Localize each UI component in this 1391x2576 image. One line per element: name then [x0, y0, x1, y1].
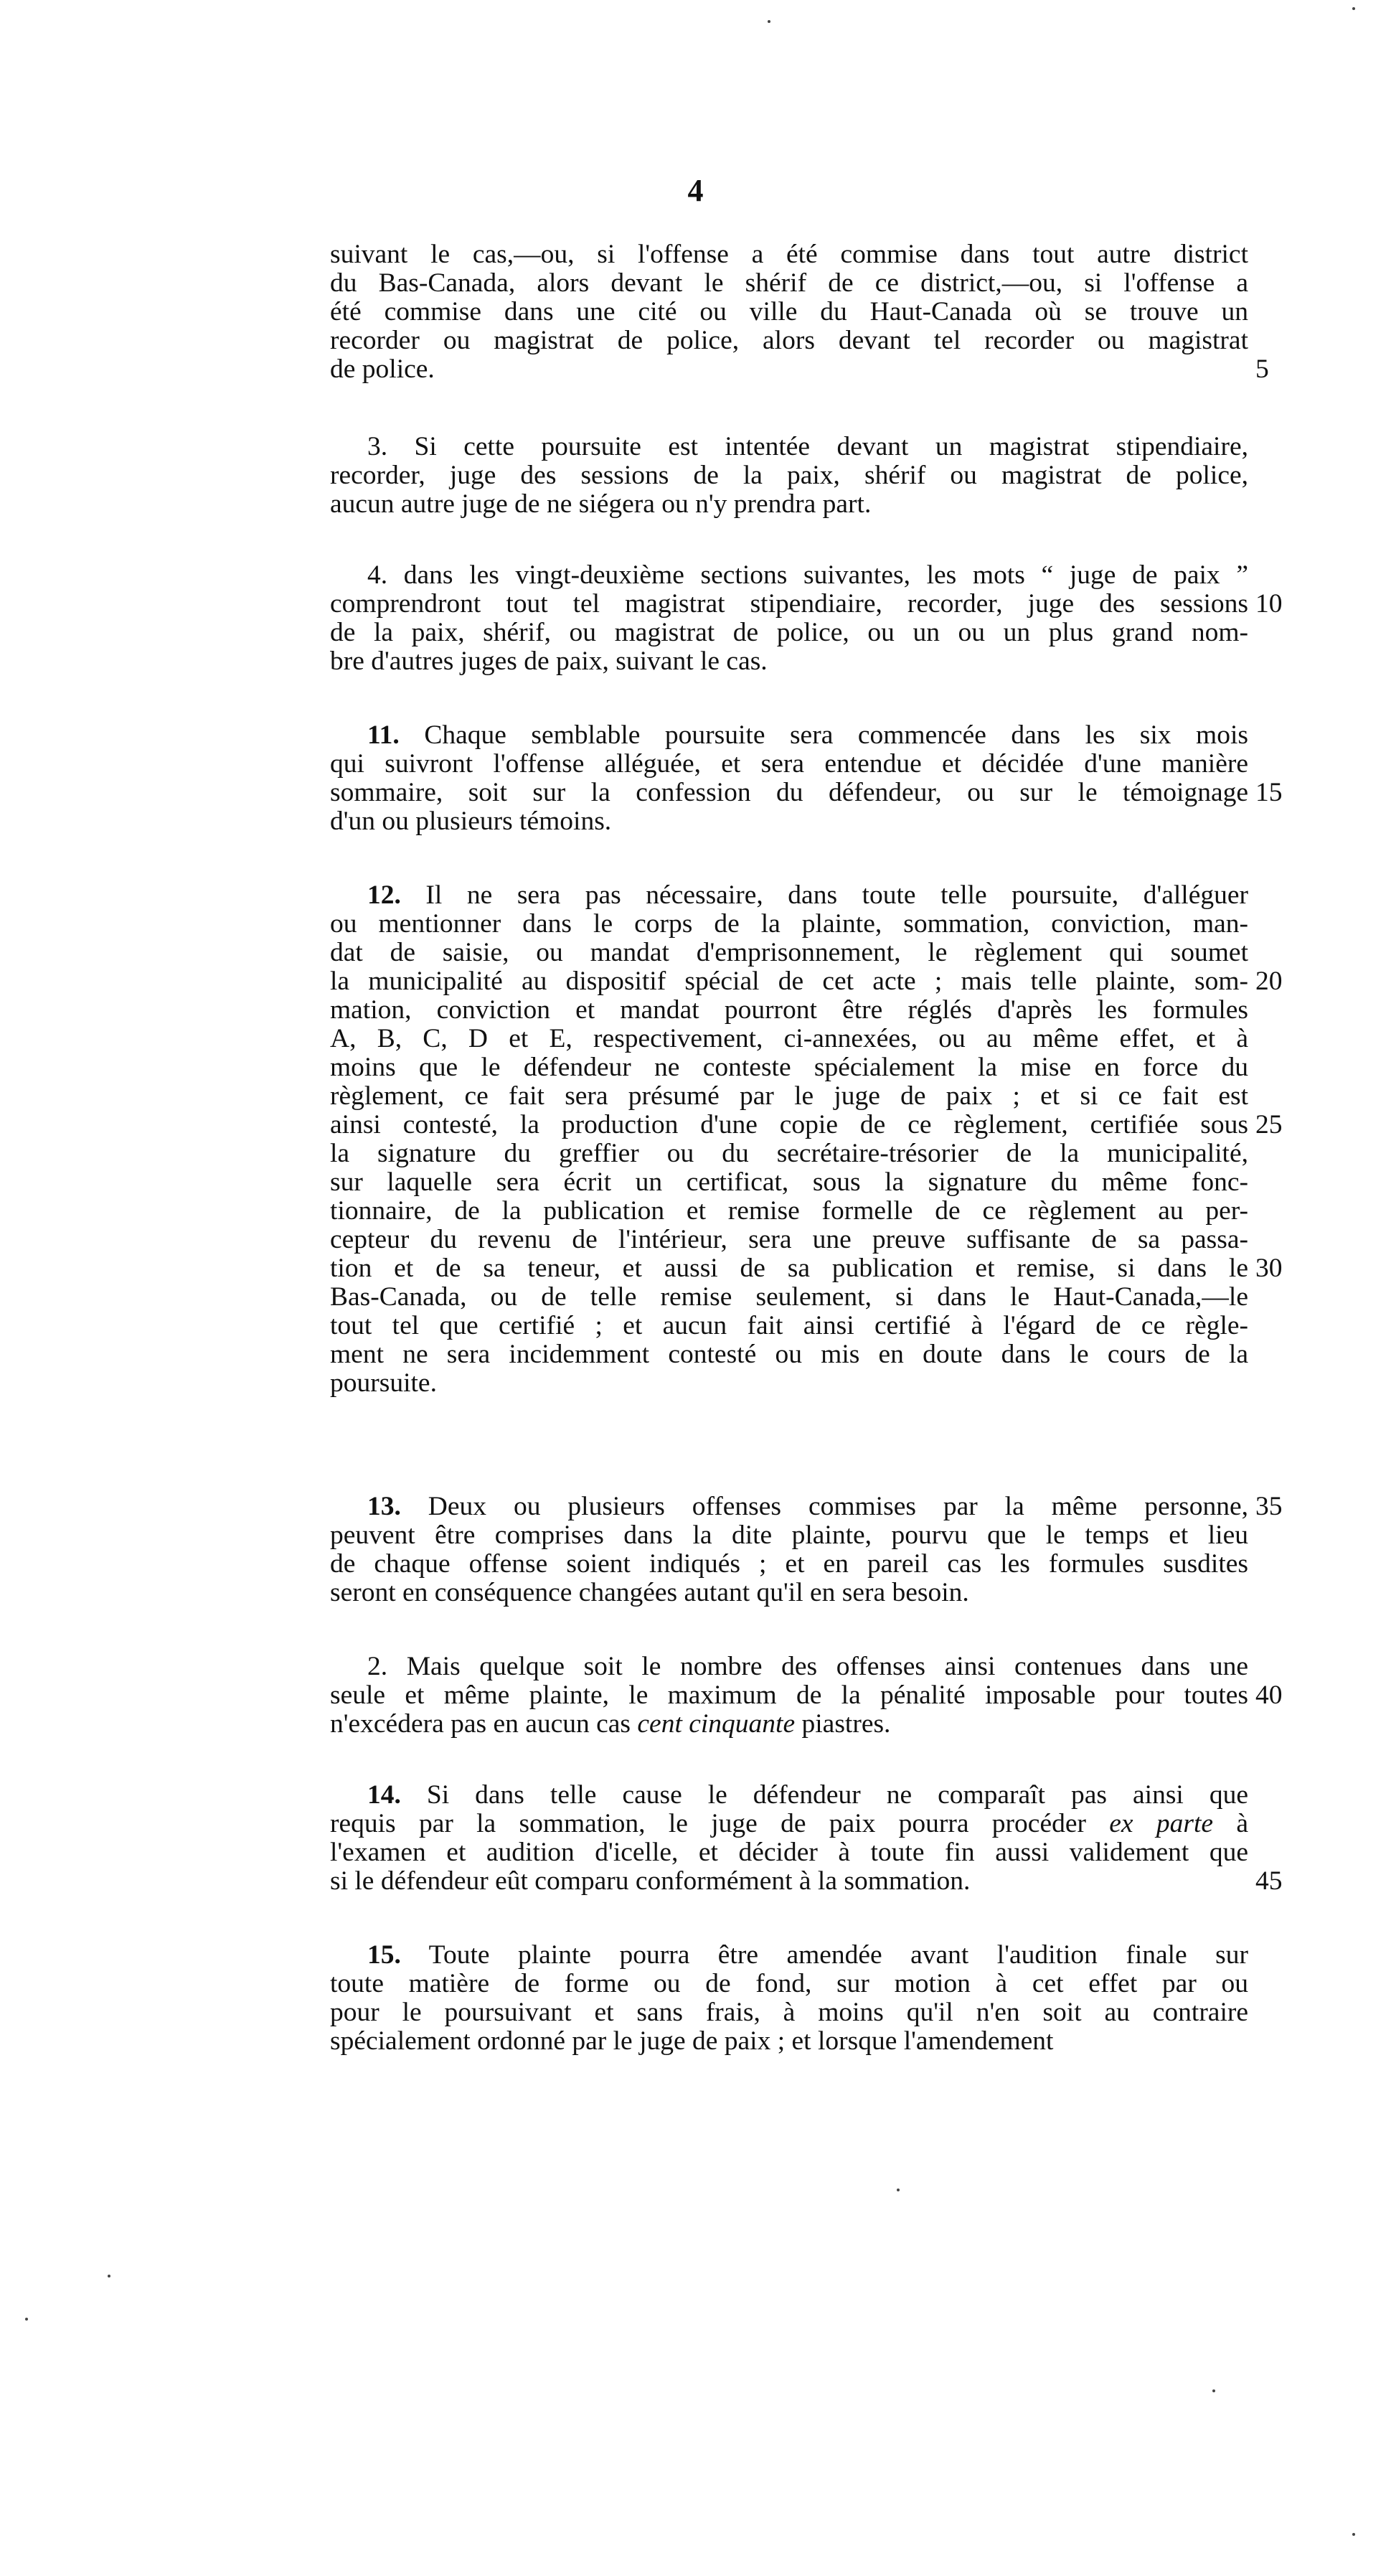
line-text: peuvent être comprises dans la dite plainte, pourvu que le temps et lieu	[330, 1520, 1248, 1550]
text-line	[330, 1579, 1248, 1607]
paragraph	[330, 240, 1269, 384]
text-line	[330, 1710, 1248, 1739]
section-number: 13.	[367, 1492, 401, 1521]
text-line	[330, 1082, 1248, 1111]
line-text: si le défendeur eût comparu conformément à la sommation.	[330, 1866, 971, 1896]
text-line	[330, 326, 1248, 355]
line-text: poursuite.	[330, 1368, 437, 1398]
text-line	[330, 1998, 1248, 2027]
line-text: cepteur du revenu de l'intérieur, sera une preuve suffisante de sa passa-	[330, 1225, 1248, 1254]
line-text: sommaire, soit sur la confession du défendeur, ou sur le témoignage	[330, 778, 1248, 807]
margin-line-number: 5	[1255, 354, 1269, 384]
line-text: 2. Mais quelque soit le nombre des offenses ainsi contenues dans une	[367, 1652, 1248, 1681]
line-text: comprendront tout tel magistrat stipendiaire, recorder, juge des sessions	[330, 589, 1248, 619]
line-text: été commise dans une cité ou ville du Haut-Canada où se trouve un	[330, 297, 1248, 326]
margin-line-number: 20	[1255, 967, 1283, 996]
text-line	[330, 354, 1269, 384]
text-line	[330, 1970, 1248, 1998]
text-line	[330, 1838, 1248, 1867]
line-text: Chaque semblable poursuite sera commencée dans les six mois	[399, 720, 1248, 750]
line-text: la signature du greffier ou du secrétaire-trésorier de la municipalité,	[330, 1139, 1248, 1168]
line-text: tout tel que certifié ; et aucun fait ainsi certifié à l'égard de ce règle-	[330, 1311, 1248, 1340]
margin-line-number: 45	[1255, 1866, 1283, 1896]
paragraph	[330, 1941, 1248, 2056]
margin-line-number: 15	[1255, 778, 1283, 807]
text-line	[330, 561, 1248, 590]
paragraph	[330, 880, 1283, 1398]
text-line	[330, 996, 1248, 1025]
margin-line-number: 10	[1255, 589, 1283, 619]
line-text: Bas-Canada, ou de telle remise seulement, si dans le Haut-Canada,—le	[330, 1282, 1248, 1312]
line-text: mation, conviction et mandat pourront être réglés d'après les formules	[330, 995, 1248, 1025]
line-text: suivant le cas,—ou, si l'offense a été commise dans tout autre district	[330, 240, 1248, 269]
line-text: recorder ou magistrat de police, alors devant tel recorder ou magistrat	[330, 326, 1248, 355]
paragraph	[330, 720, 1283, 836]
scan-speck	[25, 2318, 28, 2321]
scan-speck	[1352, 7, 1355, 10]
text-line	[330, 778, 1283, 807]
scan-speck	[1352, 2533, 1355, 2536]
line-text: à	[1213, 1809, 1248, 1838]
line-text: seront en conséquence changées autant qu'il en sera besoin.	[330, 1578, 969, 1607]
text-line	[330, 1168, 1248, 1197]
text-line	[330, 1053, 1248, 1082]
text-line	[330, 1810, 1248, 1838]
paragraph	[330, 1780, 1283, 1896]
line-text: 4. dans les vingt-deuxième sections suivantes, les mots “ juge de paix ”	[367, 560, 1248, 590]
text-line	[330, 967, 1283, 996]
line-text: tionnaire, de la publication et remise formelle de ce règlement au per-	[330, 1196, 1248, 1226]
text-line	[330, 1781, 1248, 1810]
line-text: piastres.	[795, 1709, 891, 1739]
text-line	[330, 647, 1248, 676]
line-text: A, B, C, D et E, respectivement, ci-annexées, ou au même effet, et à	[330, 1024, 1248, 1053]
line-text: Si dans telle cause le défendeur ne comparaît pas ainsi que	[400, 1780, 1248, 1810]
text-line	[330, 1283, 1248, 1312]
line-text: règlement, ce fait sera présumé par le juge de paix ; et si ce fait est	[330, 1081, 1248, 1111]
paragraph	[330, 1492, 1283, 1607]
line-text: toute matière de forme ou de fond, sur motion à cet effet par ou	[330, 1969, 1248, 1998]
line-text: de police.	[330, 354, 435, 384]
line-text: Deux ou plusieurs offenses commises par la même personne,	[400, 1492, 1248, 1521]
text-line	[330, 750, 1248, 779]
line-text: dat de saisie, ou mandat d'emprisonnement, le règlement qui soumet	[330, 938, 1248, 967]
line-text: bre d'autres juges de paix, suivant le cas.	[330, 647, 768, 676]
line-text: requis par la sommation, le juge de paix pourra procéder	[330, 1809, 1110, 1838]
text-line	[330, 490, 1248, 519]
text-line	[330, 1369, 1248, 1398]
text-line	[330, 2027, 1248, 2056]
text-line	[330, 807, 1248, 836]
line-text: spécialement ordonné par le juge de paix ; et lorsque l'amendement	[330, 2026, 1054, 2056]
line-text: moins que le défendeur ne conteste spécialement la mise en force du	[330, 1053, 1248, 1082]
margin-line-number: 40	[1255, 1680, 1283, 1710]
line-text: n'excédera pas en aucun cas	[330, 1709, 638, 1739]
paragraph	[330, 560, 1283, 676]
margin-line-number: 25	[1255, 1110, 1283, 1139]
text-line	[330, 1521, 1248, 1550]
margin-line-number: 35	[1255, 1492, 1283, 1521]
text-line	[330, 461, 1248, 490]
line-text: aucun autre juge de ne siégera ou n'y prendra part.	[330, 489, 872, 519]
text-line	[330, 910, 1248, 939]
text-line	[330, 589, 1283, 619]
text-line	[330, 1110, 1283, 1139]
text-line	[330, 1025, 1248, 1053]
line-text: pour le poursuivant et sans frais, à moins qu'il n'en soit au contraire	[330, 1998, 1248, 2027]
line-text: de la paix, shérif, ou magistrat de police, ou un ou un plus grand nom-	[330, 618, 1248, 647]
line-text: du Bas-Canada, alors devant le shérif de ce district,—ou, si l'offense a	[330, 268, 1248, 298]
line-text: Il ne sera pas nécessaire, dans toute telle poursuite, d'alléguer	[400, 880, 1248, 910]
text-line	[330, 1197, 1248, 1226]
line-text: 3. Si cette poursuite est intentée devant un magistrat stipendiaire,	[367, 432, 1248, 461]
line-text: ment ne sera incidemment contesté ou mis en doute dans le cours de la	[330, 1340, 1248, 1369]
text-line	[330, 881, 1248, 910]
text-line	[330, 1550, 1248, 1579]
line-text: ou mentionner dans le corps de la plainte, sommation, conviction, man-	[330, 909, 1248, 939]
text-line	[330, 1941, 1248, 1970]
text-line	[330, 1312, 1248, 1340]
line-text: sur laquelle sera écrit un certificat, sous la signature du même fonc-	[330, 1167, 1248, 1197]
section-number: 15.	[367, 1940, 401, 1970]
text-line	[330, 298, 1248, 326]
paragraph	[330, 1652, 1283, 1739]
text-line	[330, 1866, 1283, 1896]
text-line	[330, 619, 1248, 647]
paragraph	[330, 433, 1248, 519]
line-text: qui suivront l'offense alléguée, et sera entendue et décidée d'une manière	[330, 749, 1248, 779]
scan-speck	[1212, 2389, 1215, 2392]
line-text: seule et même plainte, le maximum de la pénalité imposable pour toutes	[330, 1680, 1248, 1710]
scan-speck	[768, 20, 770, 23]
italic-phrase: cent cinquante	[637, 1709, 796, 1739]
text-line	[330, 1680, 1283, 1710]
line-text: l'examen et audition d'icelle, et décider à toute fin aussi validement que	[330, 1838, 1248, 1867]
section-number: 14.	[367, 1780, 401, 1810]
section-number: 12.	[367, 880, 401, 910]
line-text: la municipalité au dispositif spécial de cet acte ; mais telle plainte, som-	[330, 967, 1248, 996]
text-line	[330, 1653, 1248, 1681]
text-line	[330, 433, 1248, 461]
text-line	[330, 721, 1248, 750]
scan-speck	[108, 2275, 110, 2277]
line-text: ainsi contesté, la production d'une copie de ce règlement, certifiée sous	[330, 1110, 1248, 1139]
italic-phrase: ex parte	[1109, 1809, 1214, 1838]
text-line	[330, 240, 1248, 269]
page-number: 4	[687, 173, 704, 208]
text-line	[330, 269, 1248, 298]
line-text: d'un ou plusieurs témoins.	[330, 807, 612, 836]
text-line	[330, 1139, 1248, 1168]
line-text: de chaque offense soient indiqués ; et en pareil cas les formules susdites	[330, 1549, 1248, 1579]
text-line	[330, 1340, 1248, 1369]
scan-speck	[897, 2189, 900, 2191]
text-line	[330, 1226, 1248, 1254]
line-text: tion et de sa teneur, et aussi de sa publication et remise, si dans le	[330, 1254, 1248, 1283]
text-line	[330, 939, 1248, 967]
line-text: recorder, juge des sessions de la paix, shérif ou magistrat de police,	[330, 461, 1248, 490]
section-number: 11.	[367, 720, 400, 750]
margin-line-number: 30	[1255, 1254, 1283, 1283]
text-line	[330, 1492, 1283, 1521]
line-text: Toute plainte pourra être amendée avant l'audition finale sur	[400, 1940, 1248, 1970]
text-line	[330, 1254, 1283, 1283]
